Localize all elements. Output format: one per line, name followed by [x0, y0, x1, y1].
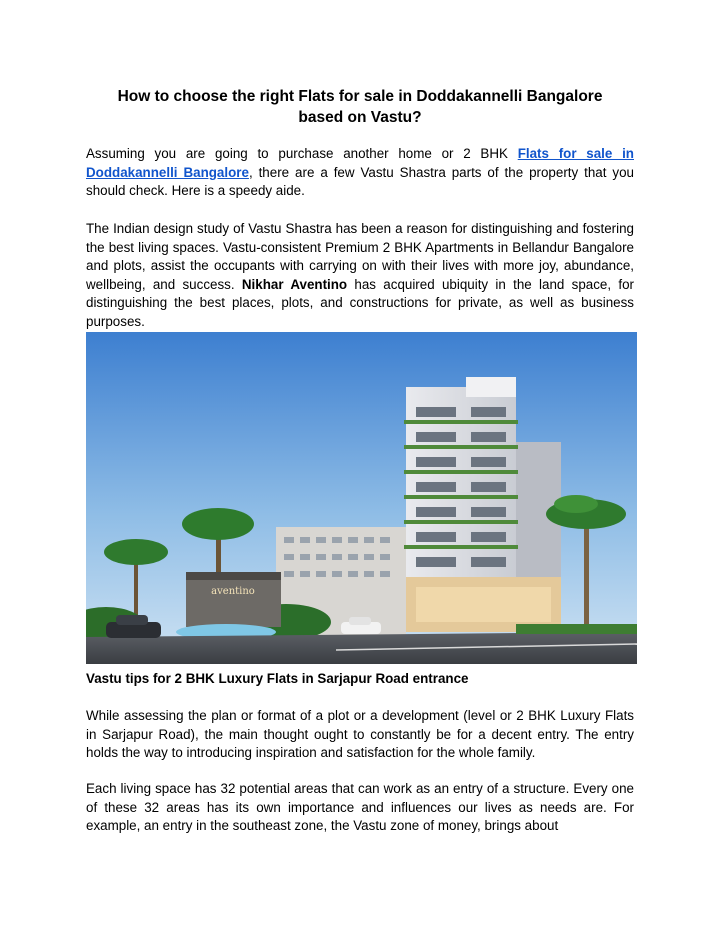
vastu-paragraph [86, 220, 634, 332]
title-line-2: based on Vastu? [298, 109, 422, 126]
image-caption: Vastu tips for 2 BHK Luxury Flats in Sarjapur Road entrance [86, 671, 469, 686]
vastu-text-start: The Indian design study of Vastu Shastra has been a reason for distinguishing and fostering the best living spaces. Vastu-consistent Premium 2 BHK Apartments in Bellandur Bangalore and plots, assist the occupants with carrying on with their lives with more joy, abundance, wellbeing, and success. [86, 221, 634, 292]
driveway-road [86, 632, 637, 664]
building-rendering-image [86, 332, 637, 664]
flats-for-sale-link[interactable]: Flats for sale in Doddakannelli Bangalore [86, 146, 634, 180]
entrance-paragraph: While assessing the plan or format of a plot or a development (level or 2 BHK Luxury Flats in Sarjapur Road), the main thought ought to constantly be for a decent entry. The entry holds the way to introducing inspiration and satisfaction for the whole family. [86, 708, 634, 761]
entrance-sign-text: aventino [211, 586, 255, 597]
title-line-1: How to choose the right Flats for sale in Doddakannelli Bangalore [117, 88, 603, 105]
intro-paragraph [86, 145, 634, 201]
entrance-sign-wall [186, 572, 281, 627]
vastu-text-end: has acquired ubiquity in the land space, for distinguishing the best places, plots, and constructions for private, as well as business purposes. [86, 276, 634, 329]
zones-paragraph: Each living space has 32 potential areas that can work as an entry of a structure. Every one of these 32 areas has its own importance and influences our lives as needs are. For example, an entry in the southeast zone, the Vastu zone of money, brings about [86, 781, 634, 834]
document-title [86, 86, 634, 128]
intro-text-end: , there are a few Vastu Shastra parts of the property that you should check. Here is a speedy aide. [86, 164, 634, 199]
intro-text-start: Assuming you are going to purchase another home or 2 BHK [86, 146, 518, 161]
brand-name: Nikhar Aventino [241, 276, 348, 292]
hedge [516, 624, 637, 634]
